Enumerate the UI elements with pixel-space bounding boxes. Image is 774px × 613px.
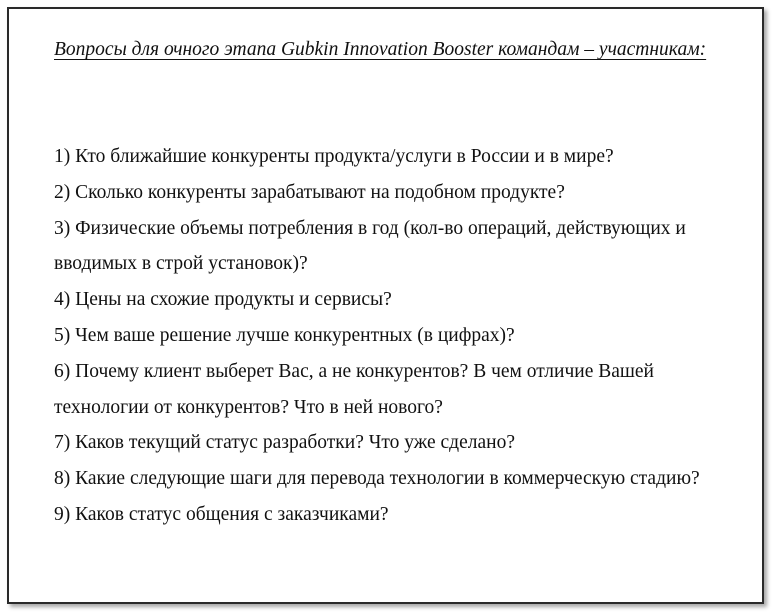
question-item: 1) Кто ближайшие конкуренты продукта/услуги в России и в мире? bbox=[54, 146, 614, 167]
question-item: 3) Физические объемы потребления в год (кол-во операций, действующих и вводимых в строй установок)? bbox=[54, 217, 686, 275]
question-item: 6) Почему клиент выберет Вас, а не конкурентов? В чем отличие Вашей технологии от конкурентов? Что в ней нового? bbox=[54, 360, 654, 418]
document-frame bbox=[7, 7, 764, 604]
question-item: 4) Цены на схожие продукты и сервисы? bbox=[54, 289, 392, 311]
question-item: 8) Какие следующие шаги для перевода технологии в коммерческую стадию? bbox=[54, 468, 700, 490]
question-item: 5) Чем ваше решение лучше конкурентных (в цифрах)? bbox=[54, 324, 515, 346]
question-item: 7) Каков текущий статус разработки? Что уже сделано? bbox=[54, 432, 515, 454]
question-item: 2) Сколько конкуренты зарабатывают на подобном продукте? bbox=[54, 181, 565, 203]
question-item: 9) Каков статус общения с заказчиками? bbox=[54, 503, 389, 525]
question-list bbox=[54, 139, 744, 533]
document-heading: Вопросы для очного этапа Gubkin Innovation Booster командам – участникам: bbox=[54, 39, 707, 60]
